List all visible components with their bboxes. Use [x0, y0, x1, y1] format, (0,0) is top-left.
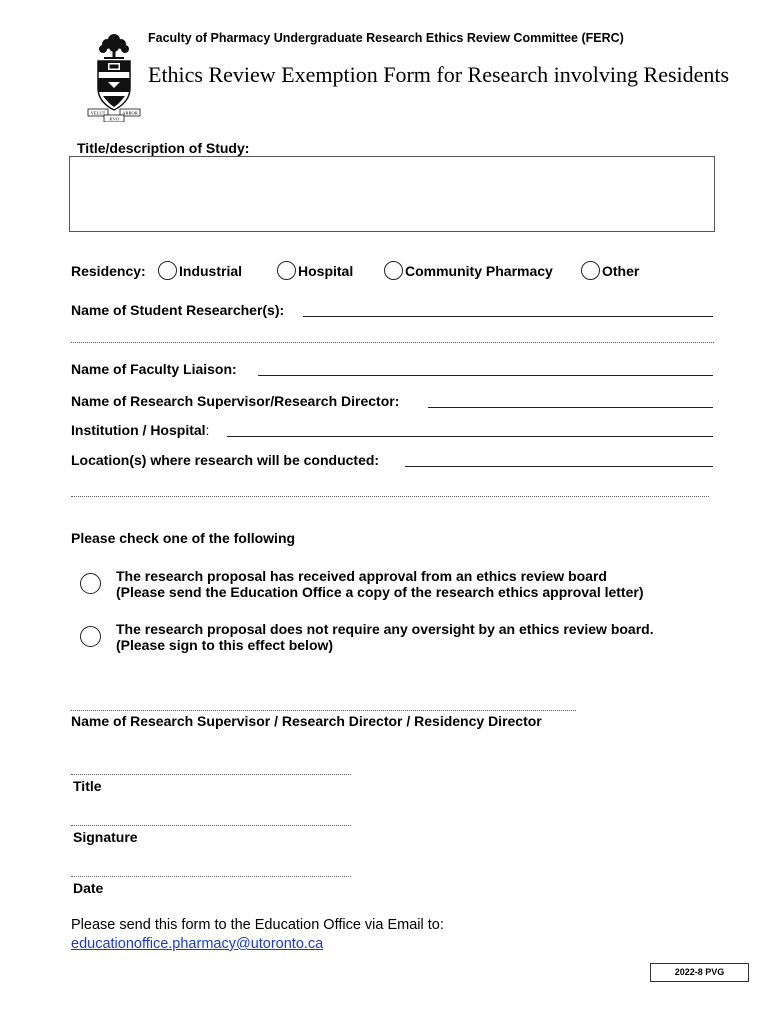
- residency-hospital-label: Hospital: [298, 263, 354, 279]
- signature-label: Signature: [73, 829, 138, 845]
- no-oversight-text: [116, 621, 654, 653]
- locations-input-line[interactable]: [405, 466, 713, 467]
- institution-label: [71, 422, 209, 438]
- study-title-label: Title/description of Study:: [77, 140, 250, 156]
- date-label: Date: [73, 880, 104, 896]
- institution-label-text: Institution / Hospital: [71, 422, 206, 438]
- supervisor-input-line[interactable]: [428, 407, 713, 408]
- form-title: Ethics Review Exemption Form for Research involving Residents: [148, 62, 730, 87]
- send-instruction: Please send this form to the Education Office via Email to:: [71, 917, 444, 933]
- no-oversight-radio[interactable]: [80, 626, 101, 647]
- study-title-field[interactable]: [69, 156, 715, 232]
- supervisor-label: Name of Research Supervisor/Research Director:: [71, 393, 400, 409]
- ethics-approved-text: [116, 568, 644, 600]
- signature-line[interactable]: [71, 825, 351, 826]
- institution-label-colon: :: [205, 422, 210, 438]
- residency-label: Residency:: [71, 263, 146, 279]
- residency-other-label: Other: [602, 263, 640, 279]
- residency-community-pharmacy-label: Community Pharmacy: [405, 263, 553, 279]
- form-version-code: 2022-8 PVG: [650, 963, 749, 982]
- faculty-liaison-label: Name of Faculty Liaison:: [71, 361, 237, 377]
- education-office-email-link[interactable]: educationoffice.pharmacy@utoronto.ca: [71, 936, 324, 952]
- residency-industrial-radio[interactable]: [158, 261, 177, 280]
- ethics-approved-line2: (Please send the Education Office a copy of the research ethics approval letter): [116, 584, 644, 600]
- ethics-approved-line1: The research proposal has received approval from an ethics review board: [116, 568, 607, 584]
- residency-community-pharmacy-radio[interactable]: [384, 261, 403, 280]
- no-oversight-line2: (Please sign to this effect below): [116, 637, 334, 653]
- institution-input-line[interactable]: [227, 436, 713, 437]
- supervisor-name-label: Name of Research Supervisor / Research Director / Residency Director: [71, 713, 542, 729]
- crest-motto-bottom: ÆVO: [108, 116, 120, 122]
- residency-other-radio[interactable]: [581, 261, 600, 280]
- date-line[interactable]: [71, 876, 351, 877]
- crest-motto-left: VELUT: [90, 110, 106, 116]
- committee-name: Faculty of Pharmacy Undergraduate Research Ethics Review Committee (FERC): [148, 31, 624, 45]
- university-crest-logo: [86, 30, 142, 122]
- ethics-approved-radio[interactable]: [80, 573, 101, 594]
- title-label: Title: [73, 778, 102, 794]
- student-researchers-continuation-line[interactable]: [71, 342, 714, 343]
- faculty-liaison-input-line[interactable]: [258, 375, 713, 376]
- check-heading: Please check one of the following: [71, 530, 296, 546]
- student-researchers-label: Name of Student Researcher(s):: [71, 302, 285, 318]
- title-line[interactable]: [71, 774, 351, 775]
- crest-motto-right: ARBOR: [122, 110, 138, 116]
- student-researchers-input-line[interactable]: [303, 316, 713, 317]
- residency-hospital-radio[interactable]: [277, 261, 296, 280]
- no-oversight-line1: The research proposal does not require any oversight by an ethics review board.: [116, 621, 654, 637]
- locations-label: Location(s) where research will be conducted:: [71, 452, 380, 468]
- supervisor-name-line[interactable]: [71, 710, 576, 711]
- residency-industrial-label: Industrial: [179, 263, 243, 279]
- locations-continuation-line[interactable]: [71, 496, 709, 497]
